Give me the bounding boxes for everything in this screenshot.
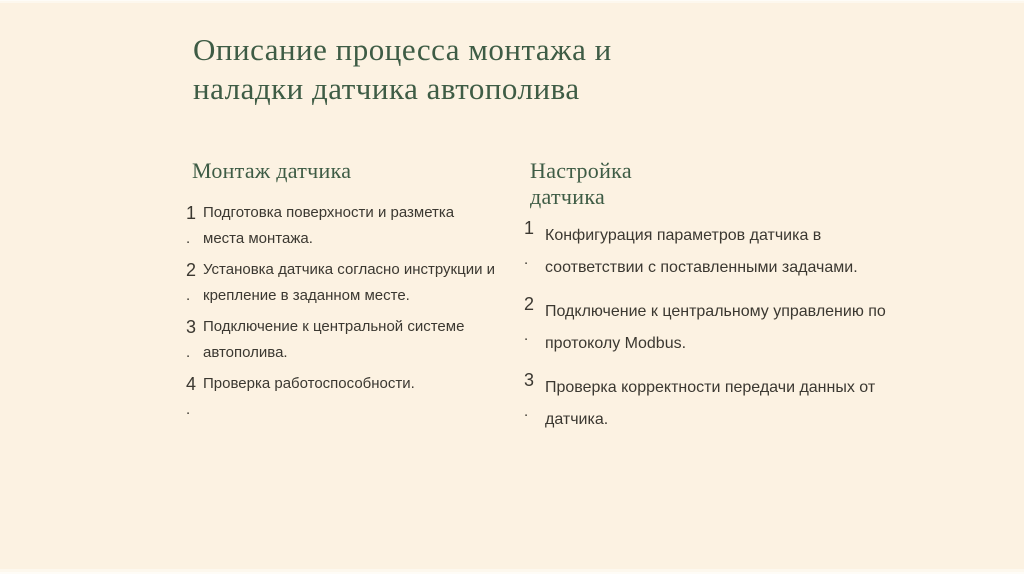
list-number-value: 4	[186, 374, 197, 394]
list-number-value: 3	[186, 317, 197, 337]
list-item-text: Проверка работоспособности.	[203, 375, 415, 392]
list-number	[524, 364, 541, 428]
slide-top-edge	[0, 0, 1024, 3]
list-item	[186, 200, 502, 252]
list-number	[524, 288, 541, 352]
list-number-dot: .	[186, 344, 191, 361]
list-number-value: 1	[186, 203, 197, 223]
list-item	[186, 257, 502, 309]
column-installation-heading: Монтаж датчика	[192, 158, 352, 183]
list-item-text: Подключение к центральному управлению по протоколу Modbus.	[545, 303, 886, 352]
list-number-dot: .	[524, 327, 529, 344]
slide-bottom-edge	[0, 569, 1024, 574]
list-number-dot: .	[186, 230, 191, 247]
slide-title	[193, 30, 612, 108]
list-item-text: Проверка корректности передачи данных от датчика.	[545, 379, 876, 428]
list-item-text: Установка датчика согласно инструкции и крепление в заданном месте.	[203, 261, 496, 304]
slide-title-line-1: Описание процесса монтажа и	[193, 32, 612, 67]
column-configuration-heading: Настройка датчика	[530, 158, 632, 209]
list-item-text: Подготовка поверхности и разметка места монтажа.	[203, 204, 455, 247]
list-number-dot: .	[524, 403, 529, 420]
list-number-dot: .	[186, 401, 191, 418]
list-number-dot: .	[524, 251, 529, 268]
list-item	[524, 364, 896, 436]
list-number	[186, 314, 203, 366]
list-item	[186, 314, 502, 366]
list-number-dot: .	[186, 287, 191, 304]
list-number	[186, 371, 203, 423]
column-configuration	[524, 158, 896, 440]
list-item-text: Подключение к центральной системе автополива.	[203, 318, 465, 361]
list-item-text: Конфигурация параметров датчика в соответствии с поставленными задачами.	[545, 227, 858, 276]
list-item	[524, 288, 896, 360]
list-number-value: 2	[524, 294, 535, 314]
list-number	[524, 212, 541, 276]
list-item	[524, 212, 896, 284]
list-number-value: 3	[524, 370, 535, 390]
list-number-value: 1	[524, 218, 535, 238]
column-installation	[186, 158, 502, 428]
list-number	[186, 257, 203, 309]
list-number	[186, 200, 203, 252]
slide-title-line-2: наладки датчика автополива	[193, 71, 580, 106]
list-item	[186, 371, 502, 423]
list-number-value: 2	[186, 260, 197, 280]
